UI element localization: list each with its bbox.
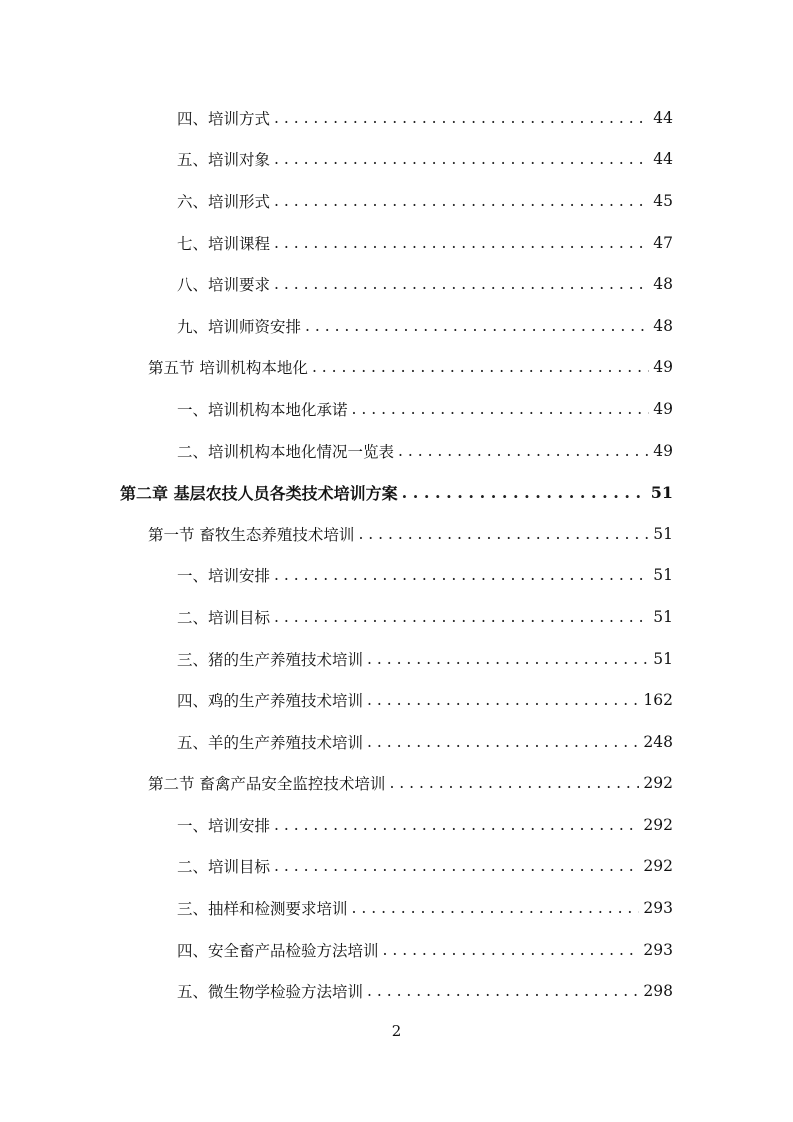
toc-entry-page: 48: [653, 316, 673, 335]
dot-leader: [383, 941, 640, 959]
toc-entry[interactable]: [0, 846, 793, 888]
toc-entry-page: 51: [650, 482, 673, 502]
toc-entry[interactable]: [0, 180, 793, 222]
toc-entry-title: 第二章 基层农技人员各类技术培训方案: [120, 483, 398, 503]
toc-entry[interactable]: [0, 139, 793, 181]
dot-leader: [352, 400, 650, 418]
toc-entry[interactable]: [0, 430, 793, 472]
toc-entry-page: 51: [653, 649, 673, 668]
toc-entry[interactable]: [0, 638, 793, 680]
toc-entry-page: 45: [653, 191, 673, 210]
toc-entry[interactable]: [0, 970, 793, 1012]
toc-entry-page: 292: [643, 774, 673, 793]
toc-entry[interactable]: [0, 388, 793, 430]
dot-leader: [274, 816, 639, 834]
toc-entry-page: 248: [643, 732, 673, 751]
toc-entry-title: 四、鸡的生产养殖技术培训: [177, 692, 364, 711]
toc-section-entry[interactable]: [0, 347, 793, 389]
toc-entry[interactable]: [0, 679, 793, 721]
toc-entry-page: 293: [643, 940, 673, 959]
toc-entry-title: 三、猪的生产养殖技术培训: [177, 650, 364, 669]
dot-leader: [389, 774, 639, 792]
toc-entry-page: 48: [653, 275, 673, 294]
toc-entry[interactable]: [0, 804, 793, 846]
dot-leader: [274, 192, 649, 210]
dot-leader: [402, 483, 647, 502]
toc-entry[interactable]: [0, 929, 793, 971]
dot-leader: [367, 650, 649, 668]
toc-entry-page: 51: [653, 607, 673, 626]
toc-entry-title: 二、培训目标: [177, 858, 271, 877]
dot-leader: [312, 358, 649, 376]
dot-leader: [367, 691, 639, 709]
toc-entry-title: 二、培训机构本地化情况一览表: [177, 442, 395, 461]
toc-entry-page: 49: [653, 399, 673, 418]
toc-entry-title: 四、安全畜产品检验方法培训: [177, 941, 379, 960]
toc-entry-title: 五、微生物学检验方法培训: [177, 983, 364, 1002]
toc-chapter-entry[interactable]: [0, 471, 793, 513]
toc-entry[interactable]: [0, 721, 793, 763]
toc-entry-page: 47: [653, 233, 673, 252]
toc-entry-title: 六、培训形式: [177, 192, 271, 211]
toc-entry-title: 二、培训目标: [177, 608, 271, 627]
toc-entry-page: 162: [643, 691, 673, 710]
dot-leader: [367, 733, 639, 751]
dot-leader: [274, 234, 649, 252]
dot-leader: [358, 525, 649, 543]
dot-leader: [274, 150, 649, 168]
toc-entry-title: 一、培训安排: [177, 567, 271, 586]
dot-leader: [274, 857, 639, 875]
dot-leader: [305, 317, 649, 335]
toc-entry-title: 五、羊的生产养殖技术培训: [177, 733, 364, 752]
table-of-contents: [0, 97, 793, 1012]
toc-entry-page: 293: [643, 899, 673, 918]
toc-entry[interactable]: [0, 305, 793, 347]
toc-entry-title: 一、培训机构本地化承诺: [177, 400, 348, 419]
toc-entry-page: 292: [643, 815, 673, 834]
toc-entry[interactable]: [0, 887, 793, 929]
toc-entry-title: 第二节 畜禽产品安全监控技术培训: [148, 775, 386, 794]
toc-entry-page: 44: [653, 150, 673, 169]
toc-entry-title: 第一节 畜牧生态养殖技术培训: [148, 525, 355, 544]
dot-leader: [274, 566, 649, 584]
toc-entry[interactable]: [0, 555, 793, 597]
page-number: 2: [391, 1022, 402, 1040]
toc-entry[interactable]: [0, 222, 793, 264]
toc-entry-page: 49: [653, 441, 673, 460]
dot-leader: [274, 275, 649, 293]
dot-leader: [367, 982, 639, 1000]
dot-leader: [274, 109, 649, 127]
toc-entry[interactable]: [0, 596, 793, 638]
toc-entry-title: 三、抽样和检测要求培训: [177, 900, 348, 919]
toc-entry-title: 第五节 培训机构本地化: [148, 359, 308, 378]
toc-entry-title: 四、培训方式: [177, 109, 271, 128]
toc-entry-page: 292: [643, 857, 673, 876]
toc-entry[interactable]: [0, 263, 793, 305]
toc-entry-page: 298: [643, 982, 673, 1001]
toc-entry-page: 51: [653, 524, 673, 543]
toc-entry-title: 一、培训安排: [177, 816, 271, 835]
toc-entry-title: 八、培训要求: [177, 276, 271, 295]
toc-entry-page: 49: [653, 358, 673, 377]
toc-entry-title: 五、培训对象: [177, 151, 271, 170]
toc-entry-page: 44: [653, 108, 673, 127]
toc-entry[interactable]: [0, 97, 793, 139]
dot-leader: [274, 608, 649, 626]
toc-entry-title: 七、培训课程: [177, 234, 271, 253]
dot-leader: [398, 442, 649, 460]
dot-leader: [352, 899, 640, 917]
toc-entry-page: 51: [653, 566, 673, 585]
toc-section-entry[interactable]: [0, 763, 793, 805]
toc-entry-title: 九、培训师资安排: [177, 317, 302, 336]
toc-section-entry[interactable]: [0, 513, 793, 555]
